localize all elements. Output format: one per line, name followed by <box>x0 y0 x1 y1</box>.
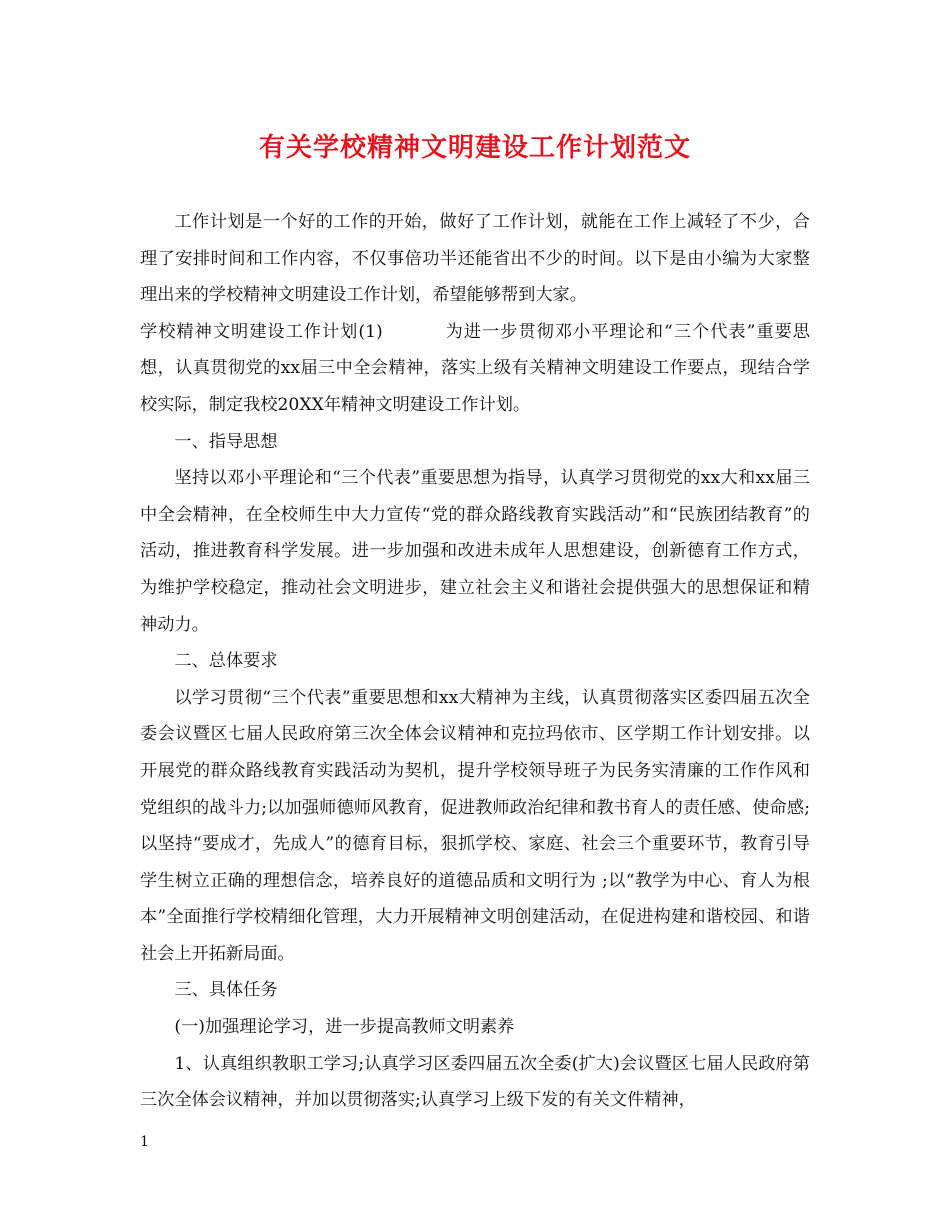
page-number: 1 <box>140 1134 149 1150</box>
plan-heading: 学校精神文明建设工作计划(1) <box>140 321 383 342</box>
document-body <box>140 204 810 1119</box>
section-paragraph: 1、认真组织教职工学习;认真学习区委四届五次全委(扩大)会议暨区七届人民政府第三次全体会议精神，并加以贯彻落实;认真学习上级下发的有关文件精神， <box>140 1053 810 1111</box>
plan-intro: 为进一步贯彻邓小平理论和“三个代表”重要思想，认真贯彻党的xx届三中全会精神，落实上级有关精神文明建设工作要点，现结合学校实际，制定我校20XX年精神文明建设工作计划。 <box>140 321 810 415</box>
plan-heading-paragraph <box>140 314 810 424</box>
intro-paragraph: 工作计划是一个好的工作的开始，做好了工作计划，就能在工作上减轻了不少，合理了安排时间和工作内容，不仅事倍功半还能省出不少的时间。以下是由小编为大家整理出来的学校精神文明建设工作计划，希望能够帮到大家。 <box>140 212 810 306</box>
section-heading-tasks: 三、具体任务 <box>174 980 278 1001</box>
document-title: 有关学校精神文明建设工作计划范文 <box>258 133 691 163</box>
section-paragraph: 坚持以邓小平理论和“三个代表”重要思想为指导，认真学习贯彻党的xx大和xx届三中全会精神，在全校师生中大力宣传“党的群众路线教育实践活动”和“民族团结教育”的活动，推进教育科学发展。进一步加强和改进未成年人思想建设，创新德育工作方式，为维护学校稳定，推动社会文明进步，建立社会主义和谐社会提供强大的思想保证和精神动力。 <box>140 468 810 635</box>
subsection-heading: (一)加强理论学习，进一步提高教师文明素养 <box>174 1017 515 1038</box>
section-paragraph: 以学习贯彻“三个代表”重要思想和xx大精神为主线，认真贯彻落实区委四届五次全委会议暨区七届人民政府第三次全体会议精神和克拉玛依市、区学期工作计划安排。以开展党的群众路线教育实践活动为契机，提升学校领导班子为民务实清廉的工作作风和党组织的战斗力;以加强师德师风教育，促进教师政治纪律和教书育人的责任感、使命感;以坚持“要成才，先成人”的德育目标，狠抓学校、家庭、社会三个重要环节，教育引导学生树立正确的理想信念，培养良好的道德品质和文明行为 ;以“教学为中心、育人为根本”全面推行学校精细化管理，大力开展精神文明创建活动，在促进构建和谐校园、和谐社会上开拓新局面。 <box>140 687 810 964</box>
section-heading-requirements: 二、总体要求 <box>174 651 278 672</box>
section-heading-guiding: 一、指导思想 <box>174 431 278 452</box>
